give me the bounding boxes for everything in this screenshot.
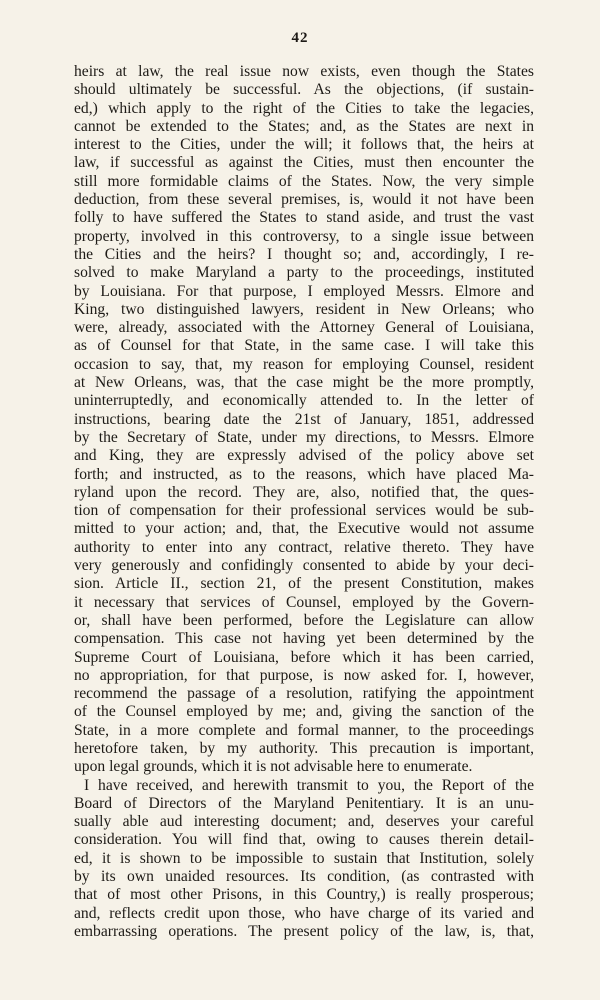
text-line: occasion to say, that, my reason for employing Counsel, resident: [74, 355, 534, 373]
text-line: State, in a more complete and formal manner, to the proceedings: [74, 721, 534, 739]
text-line: law, if successful as against the Cities, must then encounter the: [74, 154, 534, 172]
text-line: that of most other Prisons, in this Country,) is really prosperous;: [74, 886, 534, 904]
text-line: property, involved in this controversy, to a single issue between: [74, 227, 534, 245]
text-line: were, already, associated with the Attorney General of Louisiana,: [74, 319, 534, 337]
text-line: consideration. You will find that, owing to causes therein detail-: [74, 831, 534, 849]
text-line: as of Counsel for that State, in the same case. I will take this: [74, 337, 534, 355]
text-line: by Louisiana. For that purpose, I employed Messrs. Elmore and: [74, 282, 534, 300]
text-line: by the Secretary of State, under my directions, to Messrs. Elmore: [74, 428, 534, 446]
text-line: forth; and instructed, as to the reasons, which have placed Ma-: [74, 465, 534, 483]
text-line: embarrassing operations. The present policy of the law, is, that,: [74, 922, 534, 940]
text-line: Board of Directors of the Maryland Penitentiary. It is an unu-: [74, 794, 534, 812]
text-line: tion of compensation for their professional services would be sub-: [74, 502, 534, 520]
text-line: and King, they are expressly advised of the policy above set: [74, 447, 534, 465]
text-line: instructions, bearing date the 21st of January, 1851, addressed: [74, 410, 534, 428]
text-line: ryland upon the record. They are, also, notified that, the ques-: [74, 483, 534, 501]
text-line: I have received, and herewith transmit to you, the Report of the: [84, 776, 534, 794]
text-line: Supreme Court of Louisiana, before which it has been carried,: [74, 648, 534, 666]
text-line: sually able aud interesting document; and, deserves your careful: [74, 813, 534, 831]
text-line: or, shall have been performed, before the Legislature can allow: [74, 611, 534, 629]
paragraph-2: [74, 777, 534, 942]
text-line: compensation. This case not having yet been determined by the: [74, 630, 534, 648]
text-line: very generously and confidingly consented to abide by your deci-: [74, 557, 534, 575]
text-line: King, two distinguished lawyers, resident in New Orleans; who: [74, 300, 534, 318]
text-line: ed,) which apply to the right of the Cities to take the legacies,: [74, 99, 534, 117]
text-line: mitted to your action; and, that, the Executive would not assume: [74, 520, 534, 538]
text-line: sion. Article II., section 21, of the present Constitution, makes: [74, 575, 534, 593]
text-line: still more formidable claims of the States. Now, the very simple: [74, 172, 534, 190]
text-line: uninterruptedly, and economically attended to. In the letter of: [74, 392, 534, 410]
text-line: by its own unaided resources. Its condition, (as contrasted with: [74, 868, 534, 886]
body-text: [74, 63, 534, 941]
text-line: heretofore taken, by my authority. This precaution is important,: [74, 739, 534, 757]
text-line: ed, it is shown to be impossible to sustain that Institution, solely: [74, 849, 534, 867]
text-line: interest to the Cities, under the will; it follows that, the heirs at: [74, 136, 534, 154]
text-line: it necessary that services of Counsel, employed by the Govern-: [74, 593, 534, 611]
text-line: authority to enter into any contract, relative thereto. They have: [74, 538, 534, 556]
text-line: of the Counsel employed by me; and, giving the sanction of the: [74, 703, 534, 721]
text-line: should ultimately be successful. As the objections, (if sustain-: [74, 81, 534, 99]
page-number: 42: [291, 30, 309, 46]
text-line: cannot be extended to the States; and, as the States are next in: [74, 117, 534, 135]
text-line: no appropriation, for that purpose, is now asked for. I, however,: [74, 666, 534, 684]
text-line: the Cities and the heirs? I thought so; and, accordingly, I re-: [74, 245, 534, 263]
text-line: at New Orleans, was, that the case might be the more promptly,: [74, 374, 534, 392]
text-line: recommend the passage of a resolution, ratifying the appointment: [74, 685, 534, 703]
paragraph-1: [74, 63, 534, 777]
text-line: upon legal grounds, which it is not advisable here to enumerate.: [74, 758, 473, 776]
text-line: and, reflects credit upon those, who have charge of its varied and: [74, 904, 534, 922]
text-line: deduction, from these several premises, is, would it not have been: [74, 191, 534, 209]
text-line: heirs at law, the real issue now exists, even though the States: [74, 63, 534, 80]
text-line: folly to have suffered the States to stand aside, and trust the vast: [74, 209, 534, 227]
text-line: solved to make Maryland a party to the proceedings, instituted: [74, 264, 534, 282]
